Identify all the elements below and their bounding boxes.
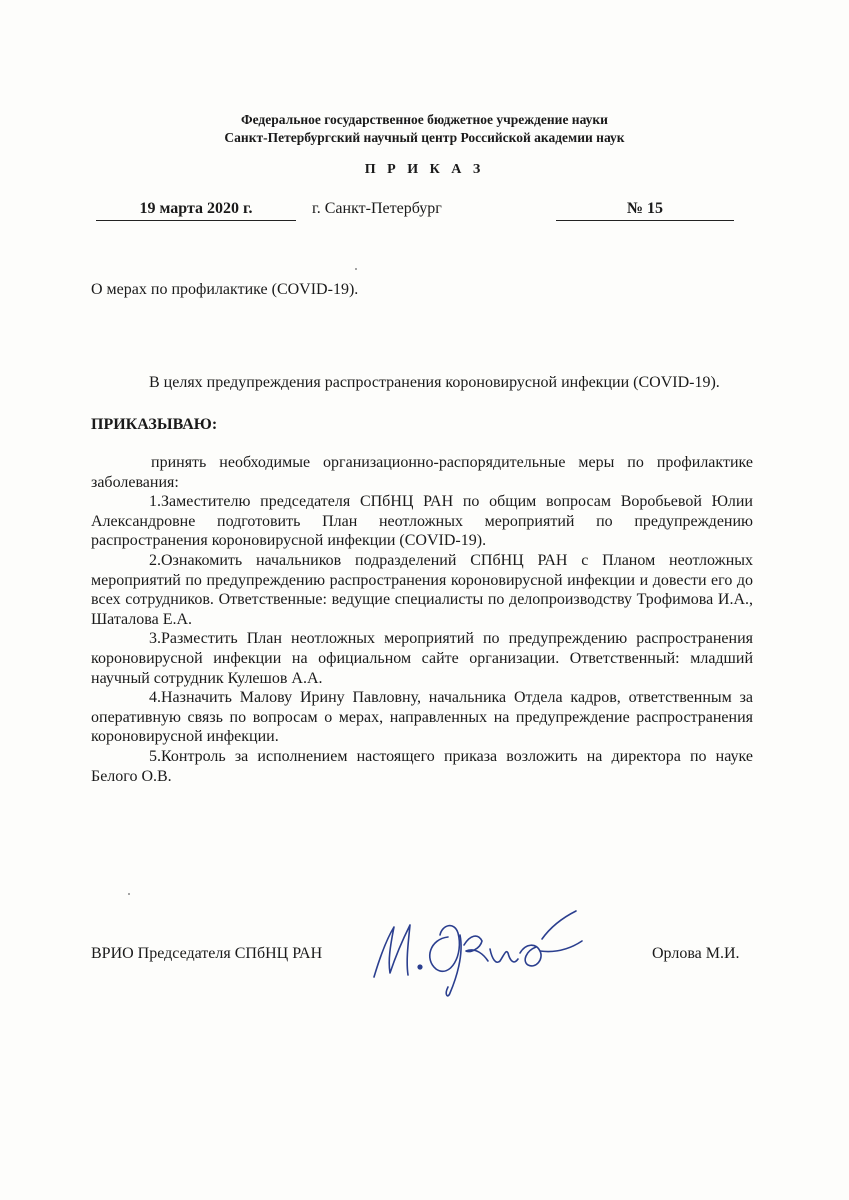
order-subject: О мерах по профилактике (COVID-19). [91,281,359,298]
order-body [91,453,753,786]
paragraph-item-4: 4.Назначить Малову Ирину Павловну, начальника Отдела кадров, ответственным за оперативную связь по вопросам о мерах, направленных на предупреждение распространения короновирусной инфекции. [91,689,753,746]
paragraph-item-3: 3.Разместить План неотложных мероприятий по предупреждению распространения короновирусной инфекции на официальном сайте организации. Ответственный: младший научный сотрудник Кулешов А.А. [91,630,753,687]
order-directive: ПРИКАЗЫВАЮ: [91,416,218,433]
paragraph-intro: принять необходимые организационно-распорядительные меры по профилактике заболевания: [91,454,753,491]
document-title: П Р И К А З [364,162,485,177]
order-city: г. Санкт-Петербург [312,200,442,217]
order-number: № 15 [556,200,734,221]
paragraph-item-1: 1.Заместителю председателя СПбНЦ РАН по общим вопросам Воробьевой Юлии Александровне подготовить План неотложных мероприятий по предупреждению распространения короновирусной инфекции (COVID-19). [91,493,753,550]
scan-speck [128,893,130,895]
order-date: 19 марта 2020 г. [96,200,296,221]
handwritten-signature [360,895,590,1000]
signatory-position: ВРИО Председателя СПбНЦ РАН [91,945,323,962]
signatory-name: Орлова М.И. [652,945,740,962]
order-preamble: В целях предупреждения распространения короновирусной инфекции (COVID-19). [149,374,720,391]
paragraph-item-2: 2.Ознакомить начальников подразделений СПбНЦ РАН с Планом неотложных мероприятий по предупреждению распространения короновирусной инфекции и довести его до всех сотрудников. Ответственные: ведущие специалисты по делопроизводству Трофимова И.А., Шаталова Е.А. [91,551,753,628]
organization-name-line1: Федеральное государственное бюджетное учреждение науки [241,112,608,127]
organization-name-line2: Санкт-Петербургский научный центр Российской академии наук [224,130,625,145]
scan-speck [355,268,357,270]
paragraph-item-5: 5.Контроль за исполнением настоящего приказа возложить на директора по науке Белого О.В. [91,747,753,785]
